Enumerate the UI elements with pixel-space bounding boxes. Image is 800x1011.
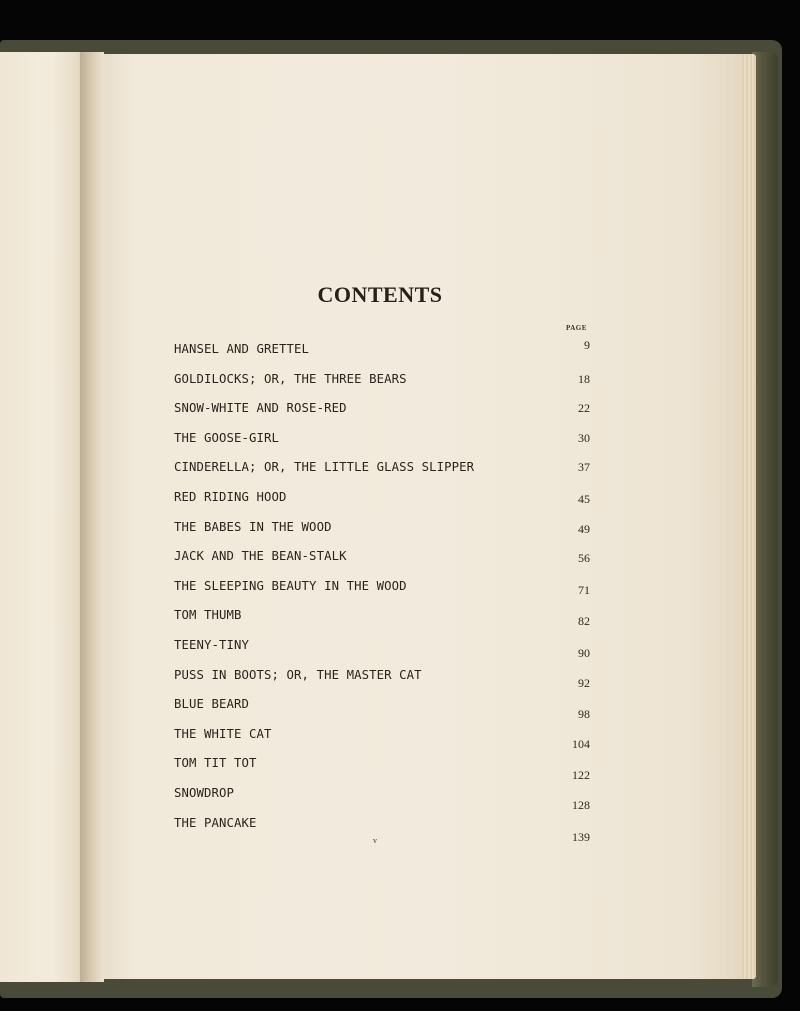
- toc-entry-page: 22: [578, 401, 590, 416]
- folio-marker: v: [373, 836, 377, 845]
- toc-entry: [174, 338, 614, 362]
- toc-entry-page: 139: [572, 829, 590, 844]
- toc-entry-page: 90: [578, 646, 590, 660]
- toc-entry-page: 9: [584, 338, 590, 352]
- toc-entry-page: 104: [572, 736, 590, 751]
- book-gutter: [80, 52, 104, 982]
- toc-entry-title: JACK AND THE BEAN-STALK: [174, 549, 347, 564]
- page-column-label: PAGE: [566, 324, 587, 332]
- toc-entry-page: 37: [578, 460, 590, 475]
- left-page: [0, 52, 88, 982]
- toc-entry-title: RED RIDING HOOD: [174, 490, 287, 504]
- toc-entry-title: BLUE BEARD: [174, 697, 250, 712]
- toc-entry-page: 82: [578, 614, 590, 629]
- toc-entry-title: PUSS IN BOOTS; OR, THE MASTER CAT: [174, 667, 422, 682]
- toc-entry: [174, 638, 614, 658]
- toc-entry-page: 92: [578, 675, 590, 690]
- toc-entry-title: GOLDILOCKS; OR, THE THREE BEARS: [174, 371, 407, 386]
- toc-entry-title: CINDERELLA; OR, THE LITTLE GLASS SLIPPER: [174, 460, 475, 475]
- toc-entry-title: THE GOOSE-GIRL: [174, 430, 280, 445]
- toc-entry-title: TEENY-TINY: [174, 638, 250, 652]
- toc-entry-page: 122: [572, 768, 590, 783]
- toc-entry-title: TOM THUMB: [174, 608, 242, 623]
- toc-entry: [174, 490, 614, 510]
- toc-entry: [174, 608, 614, 628]
- toc-entry-title: THE SLEEPING BEAUTY IN THE WOOD: [174, 578, 407, 593]
- toc-entry-page: 128: [572, 798, 590, 812]
- toc-entry-title: SNOW-WHITE AND ROSE-RED: [174, 401, 347, 416]
- page-title: CONTENTS: [317, 282, 443, 307]
- toc-entry: [174, 520, 614, 540]
- toc-entry: [174, 697, 614, 722]
- toc-entry: [174, 549, 614, 569]
- toc-entry-title: SNOWDROP: [174, 786, 235, 800]
- toc-entry: [174, 401, 614, 421]
- toc-entry-title: THE WHITE CAT: [174, 726, 272, 741]
- toc-entry-page: 71: [578, 582, 590, 597]
- toc-entry: [174, 579, 614, 599]
- toc-entry: [174, 815, 614, 844]
- toc-entry-title: THE BABES IN THE WOOD: [174, 519, 332, 534]
- toc-entry: [174, 460, 614, 480]
- toc-entry-page: 18: [578, 371, 590, 386]
- toc-entry-title: HANSEL AND GRETTEL: [174, 342, 310, 356]
- toc-entry-page: 56: [578, 551, 590, 566]
- toc-entry-page: 45: [578, 492, 590, 506]
- toc-entry-page: 49: [578, 521, 590, 536]
- toc-entry: [174, 372, 614, 392]
- toc-entry-page: 30: [578, 430, 590, 445]
- toc-entry: [174, 668, 614, 688]
- toc-entry: [174, 786, 614, 812]
- toc-entry-page: 98: [578, 707, 590, 722]
- contents-page: [96, 54, 742, 979]
- toc-entry: [174, 431, 614, 451]
- toc-entry: [174, 756, 614, 783]
- toc-entry-title: THE PANCAKE: [174, 815, 257, 830]
- toc-entry: [174, 726, 614, 751]
- toc-entry-title: TOM TIT TOT: [174, 756, 257, 771]
